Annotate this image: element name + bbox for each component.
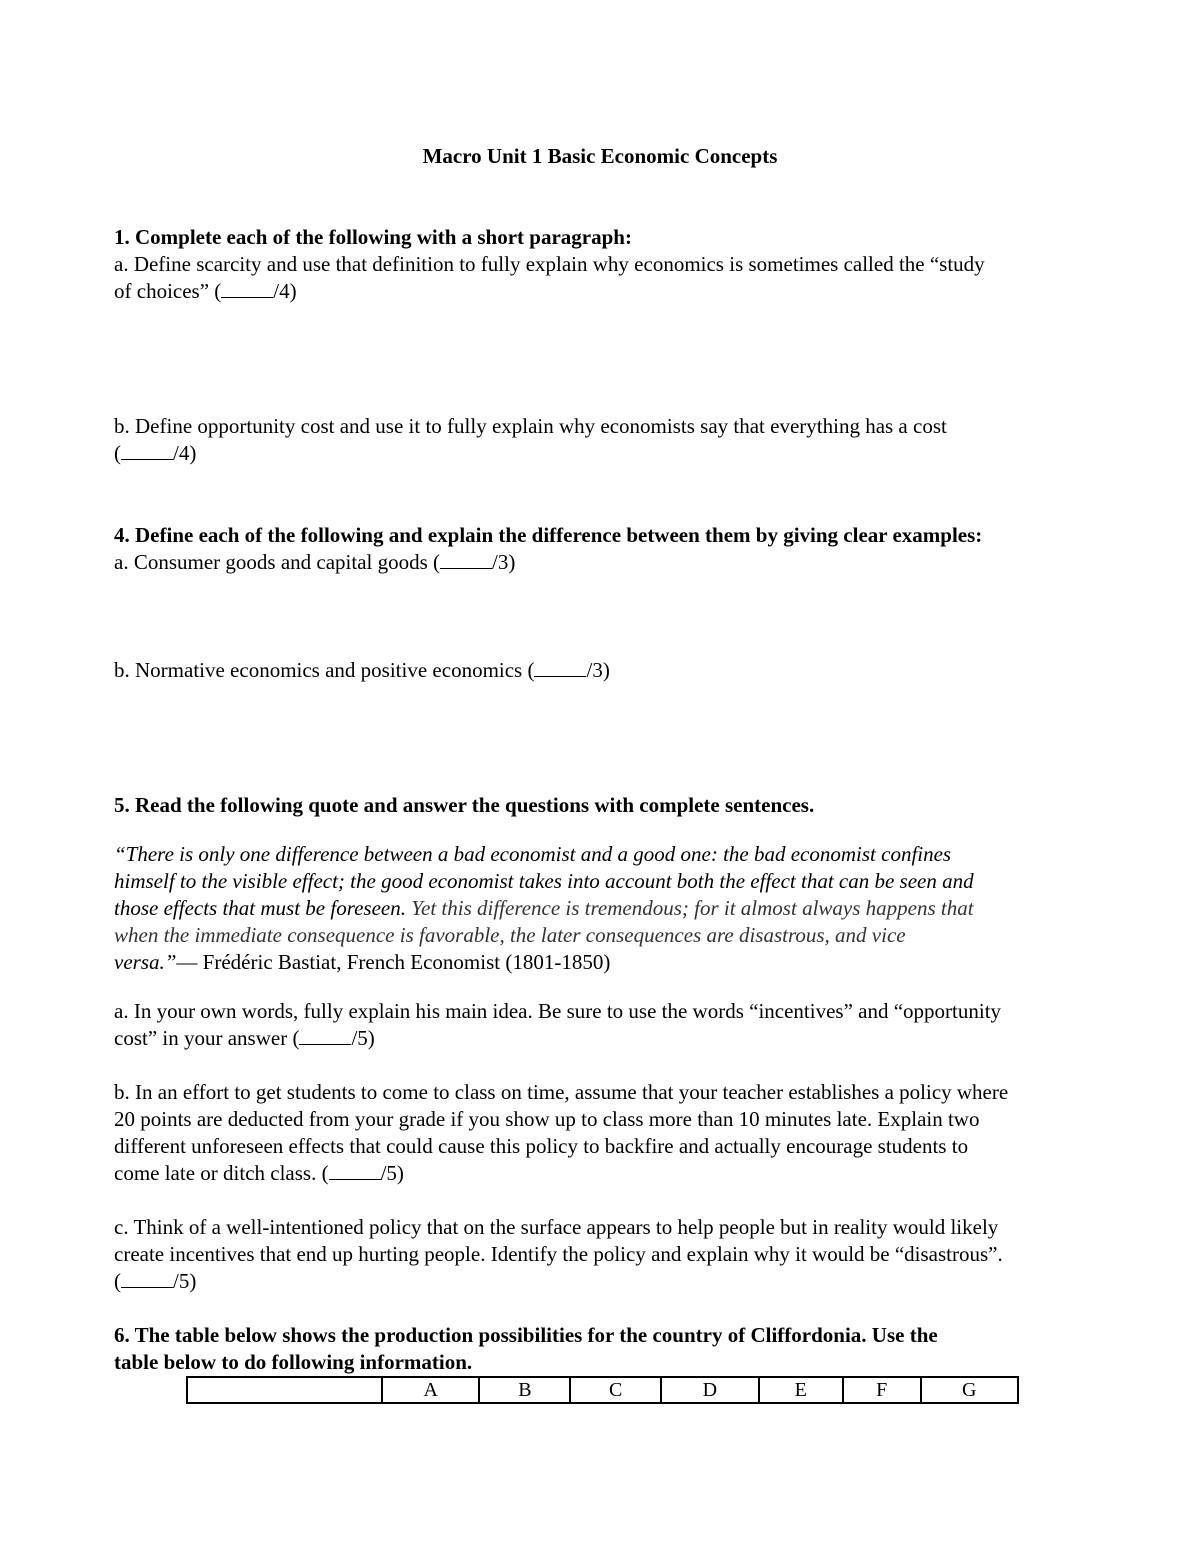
table-corner-cell (187, 1377, 382, 1403)
q1-a-line2 (114, 278, 1124, 305)
q5-c-score-blank (121, 1271, 173, 1288)
q5-a-text: cost” in your answer ( (114, 1026, 300, 1050)
q4-a-line (114, 549, 1124, 576)
production-possibilities-table (186, 1376, 1019, 1404)
q5-b-line3: different unforeseen effects that could cause this policy to backfire and actually encourage students to (114, 1134, 969, 1158)
q6-heading-line2: table below to do following information. (114, 1350, 473, 1374)
q4-a-text: a. Consumer goods and capital goods ( (114, 550, 441, 574)
q1-a-text: of choices” ( (114, 279, 222, 303)
q4-b-points: /3) (586, 658, 610, 682)
table-header-row (187, 1377, 1018, 1403)
q1-a-points: /4) (273, 279, 297, 303)
column-header-a: A (382, 1377, 479, 1403)
q5-b-score-blank (329, 1163, 381, 1180)
q5-a-line2 (114, 1025, 1124, 1052)
q4-a-score-blank (440, 552, 492, 569)
column-header-g: G (921, 1377, 1018, 1403)
q5-c-points: /5) (173, 1269, 197, 1293)
quote-line-3a: those effects that must be foreseen. (114, 896, 406, 920)
column-header-f: F (843, 1377, 921, 1403)
q5-a-points: /5) (351, 1026, 375, 1050)
column-header-e: E (759, 1377, 843, 1403)
q5-c-line2: create incentives that end up hurting people. Identify the policy and explain why it would be “disastrous”. (114, 1242, 1003, 1266)
q5-a-score-blank (299, 1028, 351, 1045)
q5-c-text: ( (114, 1269, 121, 1293)
q1-a-line1: a. Define scarcity and use that definition to fully explain why economics is sometimes called the “study (114, 252, 985, 276)
q1-heading: 1. Complete each of the following with a short paragraph: (114, 225, 632, 249)
quote-line-4: when the immediate consequence is favorable, the later consequences are disastrous, and vice (114, 923, 906, 947)
q1-a-score-blank (221, 281, 273, 298)
q5-b-text: come late or ditch class. ( (114, 1161, 329, 1185)
q5-a-line1: a. In your own words, fully explain his main idea. Be sure to use the words “incentives” and “opportunity (114, 999, 1002, 1023)
quote-line-1: “There is only one difference between a bad economist and a good one: the bad economist confines (114, 842, 952, 866)
q4-heading: 4. Define each of the following and explain the difference between them by giving clear examples: (114, 523, 983, 547)
q4-b-score-blank (534, 660, 586, 677)
column-header-c: C (570, 1377, 661, 1403)
q1-b-points: /4) (173, 441, 197, 465)
q5-heading: 5. Read the following quote and answer the questions with complete sentences. (114, 793, 815, 817)
quote-line-3 (114, 895, 1124, 922)
q4-a-points: /3) (492, 550, 516, 574)
q1-b-line2 (114, 440, 1124, 467)
quote-attribution: — Frédéric Bastiat, French Economist (1801-1850) (176, 950, 611, 974)
q5-b-line2: 20 points are deducted from your grade if you show up to class more than 10 minutes late. Explain two (114, 1107, 980, 1131)
quote-line-2: himself to the visible effect; the good economist takes into account both the effect that can be seen and (114, 869, 974, 893)
q5-b-line1: b. In an effort to get students to come to class on time, assume that your teacher establishes a policy where (114, 1080, 1009, 1104)
page-title: Macro Unit 1 Basic Economic Concepts (422, 144, 778, 168)
q1-b-text: ( (114, 441, 121, 465)
q4-b-text: b. Normative economics and positive economics ( (114, 658, 535, 682)
q1-b-score-blank (121, 443, 173, 460)
q4-b-line (114, 657, 1124, 684)
q5-c-line1: c. Think of a well-intentioned policy that on the surface appears to help people but in reality would likely (114, 1215, 999, 1239)
quote-line-3b: Yet this difference is tremendous; for it almost always happens that (406, 896, 974, 920)
q5-b-points: /5) (380, 1161, 404, 1185)
q5-b-line4 (114, 1160, 1124, 1187)
q5-c-line3 (114, 1268, 1124, 1295)
q6-heading-line1: 6. The table below shows the production possibilities for the country of Cliffordonia. Use the (114, 1323, 938, 1347)
column-header-b: B (479, 1377, 570, 1403)
quote-line-5a: versa.” (114, 950, 177, 974)
column-header-d: D (661, 1377, 758, 1403)
quote-line-5 (114, 949, 1124, 976)
q1-b-line1: b. Define opportunity cost and use it to fully explain why economists say that everything has a cost (114, 414, 947, 438)
